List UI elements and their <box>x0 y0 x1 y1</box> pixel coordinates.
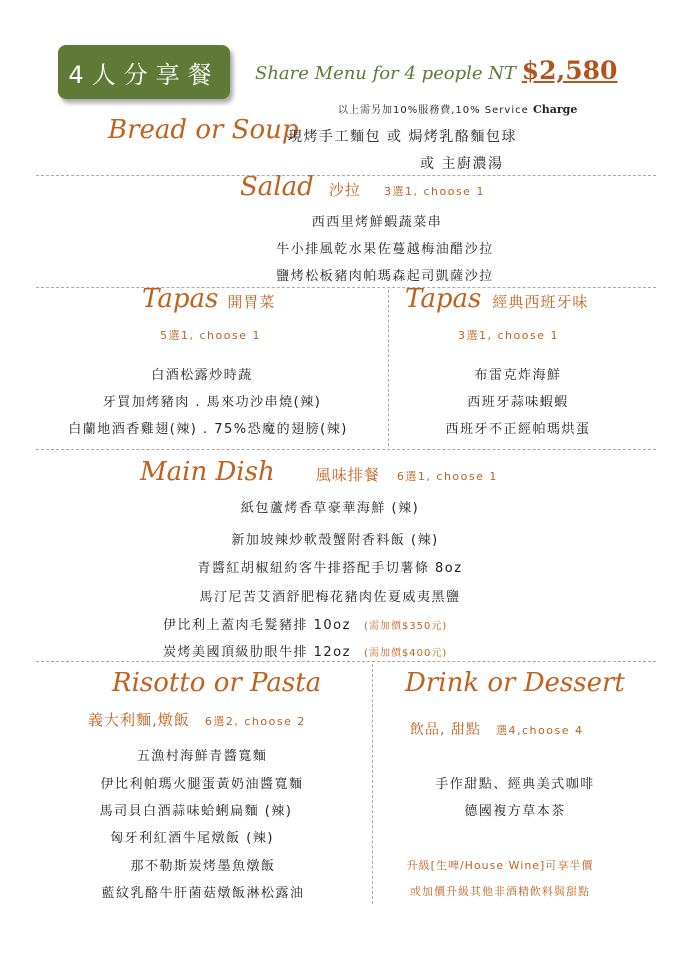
divider-bottom <box>372 664 373 904</box>
main-subtitle: 風味排餐 <box>315 466 380 484</box>
charge-text: 以上需另加10%服務費,10% Service <box>338 105 533 116</box>
divider-4 <box>36 661 656 662</box>
drink-title: Drink or Dessert <box>405 668 625 698</box>
tapas-right-choose: 3選1, choose 1 <box>458 329 559 342</box>
tapas-right-item-3: 西班牙不正經帕瑪烘蛋 <box>445 422 591 437</box>
salad-item-1: 西西里烤鮮蝦蔬菜串 <box>311 215 443 230</box>
drink-note-2: 或加價升級其他非酒精飲料與甜點 <box>410 885 590 898</box>
tapas-right-item-2: 西班牙蒜味蝦蝦 <box>467 395 569 410</box>
tapas-right-title: Tapas <box>405 284 482 314</box>
tapas-left-item-2: 牙買加烤豬肉 . 馬來功沙串燒(辣) <box>102 395 322 410</box>
main-choose: 6選1, choose 1 <box>396 470 498 483</box>
salad-item-3: 鹽烤松板豬肉帕瑪森起司凱薩沙拉 <box>276 269 494 284</box>
tapas-left-header <box>142 284 275 314</box>
main-item-5-extra: (需加價$350元) <box>364 621 448 632</box>
tapas-right-header <box>405 284 588 314</box>
menu-badge: 4人分享餐 <box>58 45 230 99</box>
main-item-5-text: 伊比利上蓋肉毛髮豬排 10oz <box>163 618 351 633</box>
main-item-2: 新加坡辣炒軟殼蟹附香料飯 (辣) <box>231 533 439 548</box>
tapas-right-subtitle: 經典西班牙味 <box>492 293 589 311</box>
tapas-left-subtitle: 開胃菜 <box>227 293 276 311</box>
risotto-item-4: 匈牙利紅酒牛尾燉飯 (辣) <box>110 831 274 846</box>
service-charge-note <box>338 101 577 116</box>
salad-header <box>240 172 485 202</box>
main-title: Main Dish <box>140 457 275 487</box>
drink-note-1: 升級[生啤/House Wine]可享半價 <box>406 859 594 872</box>
main-item-6-text: 炭烤美國頂級肋眼牛排 12oz <box>163 645 351 660</box>
drink-item-1: 手作甜點、經典美式咖啡 <box>435 777 595 792</box>
main-item-3: 青醬紅胡椒紐約客牛排搭配手切薯條 8oz <box>197 561 463 576</box>
salad-subtitle: 沙拉 <box>328 181 361 199</box>
risotto-subtitle: 義大利麵,燉飯 <box>88 711 190 729</box>
tapas-left-title: Tapas <box>142 284 219 314</box>
risotto-choose: 6選2, choose 2 <box>204 715 306 728</box>
salad-title: Salad <box>240 172 314 202</box>
menu-title <box>255 56 617 85</box>
drink-subtitle: 飲品, 甜點 <box>410 722 481 738</box>
risotto-item-3: 馬司貝白酒蒜味蛤蜊扁麵 (辣) <box>99 804 293 819</box>
bread-line-1: 現烤手工麵包 或 焗烤乳酪麵包球 <box>288 129 517 145</box>
main-item-6-extra: (需加價$400元) <box>364 648 448 659</box>
drink-subheader <box>410 719 583 739</box>
drink-choose: 選4,choose 4 <box>496 724 584 737</box>
share-menu-text: Share Menu for 4 people NT <box>255 63 522 84</box>
tapas-left-item-3: 白蘭地酒香雞翅(辣) . 75%恐魔的翅膀(辣) <box>68 422 348 437</box>
main-header <box>140 457 498 487</box>
divider-3 <box>36 449 656 450</box>
salad-choose: 3選1, choose 1 <box>383 185 485 198</box>
tapas-right-item-1: 布雷克炸海鮮 <box>474 368 562 383</box>
risotto-item-5: 那不勒斯炭烤墨魚燉飯 <box>130 859 276 874</box>
divider-tapas <box>388 290 389 446</box>
charge-word: Charge <box>532 103 578 116</box>
risotto-item-2: 伊比利帕瑪火腿蛋黃奶油醬寬麵 <box>100 777 304 792</box>
risotto-subheader <box>88 709 306 730</box>
drink-item-2: 德國複方草本茶 <box>464 804 566 819</box>
main-item-4: 馬汀尼苦艾酒舒肥梅花豬肉佐夏威夷黑鹽 <box>199 590 461 605</box>
risotto-title: Risotto or Pasta <box>112 668 322 698</box>
main-item-5 <box>163 614 447 633</box>
tapas-left-choose: 5選1, choose 1 <box>160 329 261 342</box>
menu-price: $2,580 <box>521 56 618 85</box>
main-item-1: 紙包蘆烤香草豪華海鮮 (辣) <box>240 501 420 516</box>
bread-line-2: 或 主廚濃湯 <box>420 156 504 172</box>
tapas-left-item-1: 白酒松露炒時蔬 <box>151 368 253 383</box>
risotto-item-1: 五漁村海鮮青醬寬麵 <box>136 749 268 764</box>
bread-section-title: Bread or Soup <box>108 115 299 145</box>
main-item-6 <box>163 641 447 660</box>
salad-item-2: 牛小排風乾水果佐蔓越梅油醋沙拉 <box>276 242 494 257</box>
risotto-item-6: 藍紋乳酪牛肝菌菇燉飯淋松露油 <box>101 886 305 901</box>
